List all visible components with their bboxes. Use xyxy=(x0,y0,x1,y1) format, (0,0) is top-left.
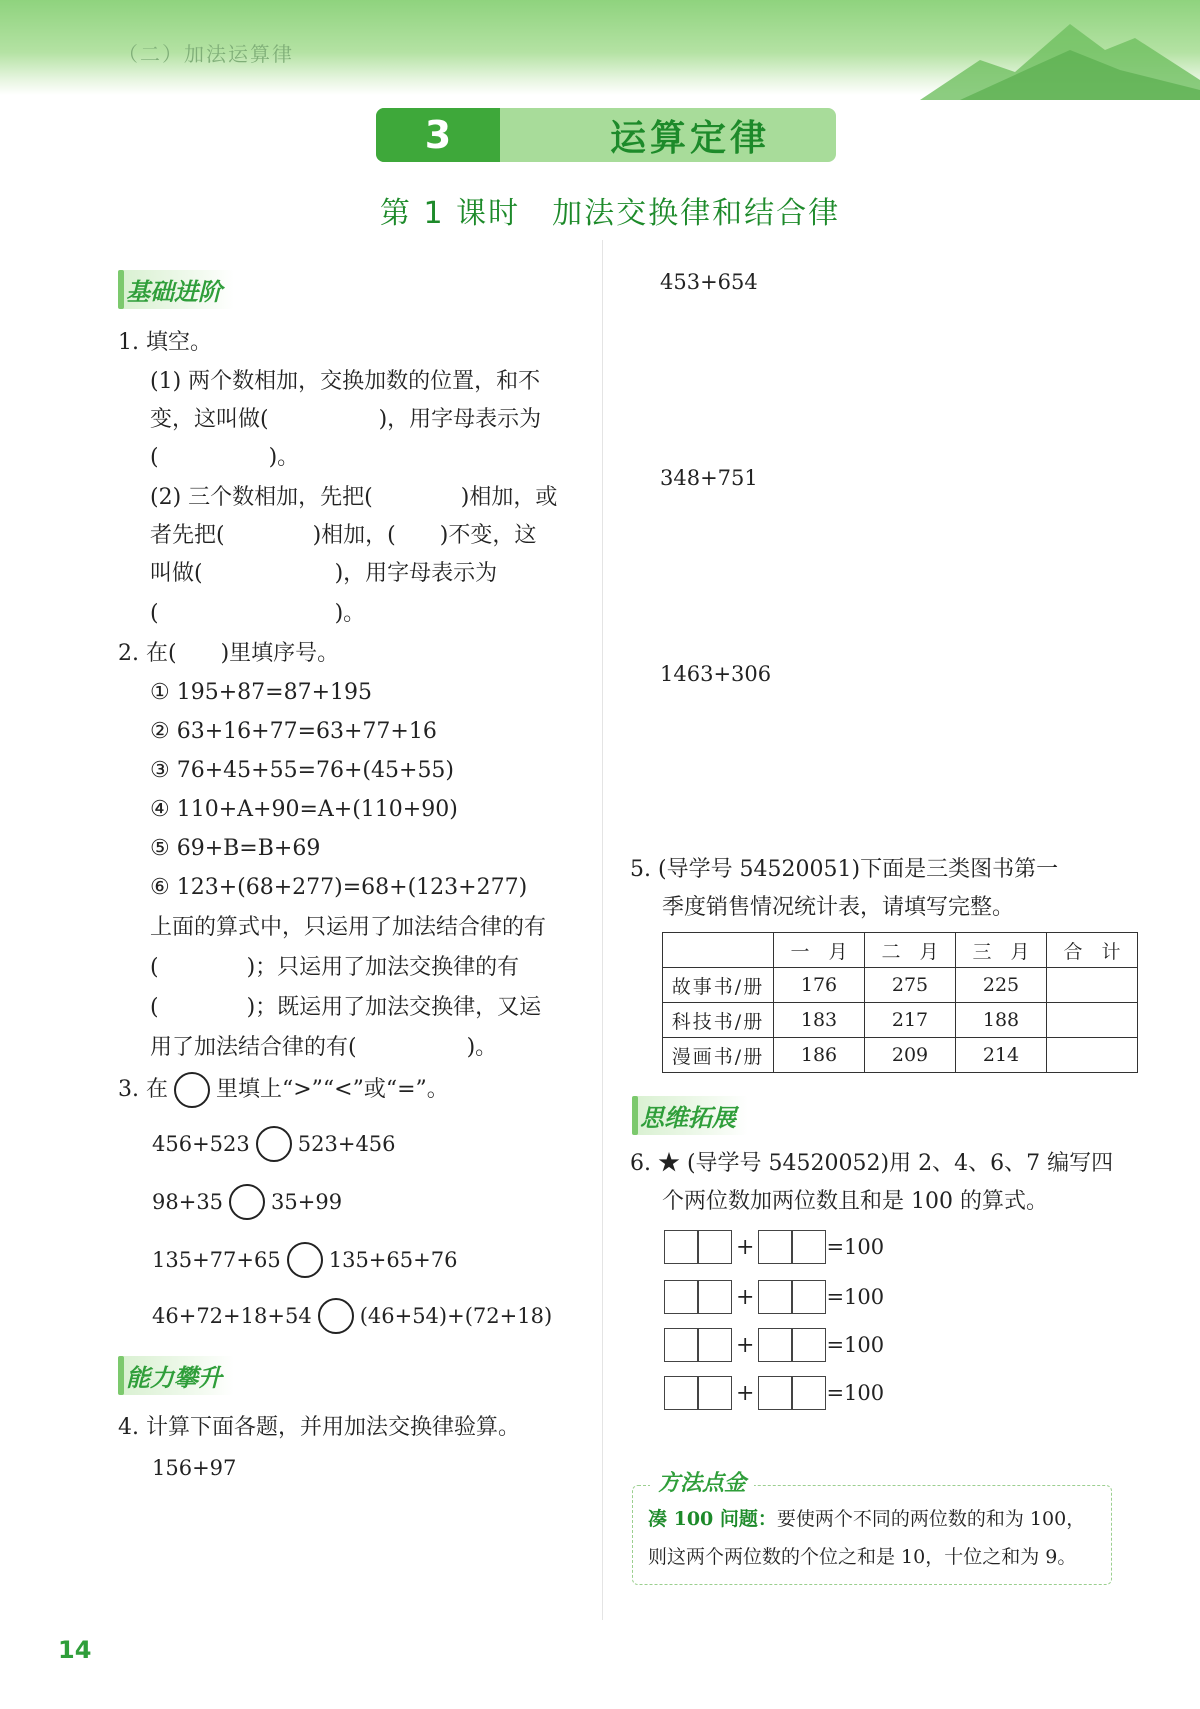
unit-number: 3 xyxy=(376,108,500,162)
q2-item: ③ 76+45+55=76+(45+55) xyxy=(150,758,455,783)
q1-line: 变，这叫做( )，用字母表示为 xyxy=(150,407,542,432)
equation-row xyxy=(664,1328,884,1362)
q2-tail: 上面的算式中，只运用了加法结合律的有 xyxy=(150,915,547,940)
total-cell[interactable] xyxy=(1047,968,1138,1003)
digit-box[interactable] xyxy=(698,1328,732,1362)
tip-line xyxy=(648,1500,1085,1538)
q4-expr: 348+751 xyxy=(660,466,758,490)
compare-row xyxy=(152,1184,342,1220)
circle-icon xyxy=(174,1072,210,1108)
table-cell: 209 xyxy=(865,1038,956,1073)
table-row xyxy=(663,968,1138,1003)
digit-box[interactable] xyxy=(758,1376,792,1410)
plus-sign: + xyxy=(736,1332,755,1358)
digit-box[interactable] xyxy=(758,1280,792,1314)
digit-box[interactable] xyxy=(792,1230,826,1264)
stats-table-wrapper xyxy=(662,932,1138,1073)
digit-box[interactable] xyxy=(664,1280,698,1314)
plus-sign: + xyxy=(736,1284,755,1310)
q1-line: ( )。 xyxy=(150,601,366,626)
answer-circle[interactable] xyxy=(229,1184,265,1220)
q1-line: (1) 两个数相加，交换加数的位置，和不 xyxy=(150,369,541,394)
digit-box[interactable] xyxy=(664,1328,698,1362)
table-cell: 故事书/册 xyxy=(663,968,774,1003)
q4-head: 4. 计算下面各题，并用加法交换律验算。 xyxy=(118,1415,520,1440)
section-ability: 能力攀升 xyxy=(118,1356,234,1395)
q3-head xyxy=(118,1072,449,1108)
mountain-decoration xyxy=(920,10,1200,100)
compare-row xyxy=(152,1242,457,1278)
q4-expr: 156+97 xyxy=(152,1456,237,1480)
compare-right: 35+99 xyxy=(271,1190,343,1214)
lesson-title: 第 1 课时 加法交换律和结合律 xyxy=(379,196,841,231)
q2-item: ⑤ 69+B=B+69 xyxy=(150,836,321,861)
q2-tail: ( )；既运用了加法交换律，又运 xyxy=(150,995,542,1020)
equals-100: =100 xyxy=(826,1381,885,1405)
table-cell: 188 xyxy=(956,1003,1047,1038)
equation-row xyxy=(664,1230,884,1264)
compare-left: 46+72+18+54 xyxy=(152,1304,312,1328)
digit-box[interactable] xyxy=(698,1376,732,1410)
tip-line: 则这两个两位数的个位之和是 10，十位之和为 9。 xyxy=(648,1546,1077,1568)
plus-sign: + xyxy=(736,1234,755,1260)
answer-circle[interactable] xyxy=(256,1126,292,1162)
q3-head-post: 里填上“>”“<”或“=”。 xyxy=(215,1077,449,1102)
table-row xyxy=(663,1038,1138,1073)
answer-circle[interactable] xyxy=(318,1298,354,1334)
table-cell: 科技书/册 xyxy=(663,1003,774,1038)
q5-line: 季度销售情况统计表，请填写完整。 xyxy=(662,895,1015,920)
q2-item: ④ 110+A+90=A+(110+90) xyxy=(150,797,458,822)
table-cell: 214 xyxy=(956,1038,1047,1073)
compare-right: (46+54)+(72+18) xyxy=(359,1304,553,1328)
table-header-cell: 二 月 xyxy=(865,933,956,968)
table-cell: 225 xyxy=(956,968,1047,1003)
q1-line: 叫做( )，用字母表示为 xyxy=(150,561,498,586)
digit-box[interactable] xyxy=(792,1328,826,1362)
digit-box[interactable] xyxy=(698,1230,732,1264)
plus-sign: + xyxy=(736,1380,755,1406)
tip-label: 方法点金 xyxy=(650,1466,754,1497)
table-header-cell xyxy=(663,933,774,968)
section-basic: 基础进阶 xyxy=(118,270,234,309)
table-cell: 217 xyxy=(865,1003,956,1038)
table-row xyxy=(663,1003,1138,1038)
section-thinking: 思维拓展 xyxy=(632,1096,748,1135)
stats-table xyxy=(662,932,1138,1073)
q1-line: 者先把( )相加，( )不变，这 xyxy=(150,523,537,548)
table-header-cell: 合 计 xyxy=(1047,933,1138,968)
table-cell: 176 xyxy=(774,968,865,1003)
equation-row xyxy=(664,1376,884,1410)
q6-line: 6. ★ (导学号 54520052)用 2、4、6、7 编写四 xyxy=(630,1151,1114,1176)
digit-box[interactable] xyxy=(758,1230,792,1264)
table-header-cell: 一 月 xyxy=(774,933,865,968)
column-divider xyxy=(602,240,603,1620)
table-cell: 186 xyxy=(774,1038,865,1073)
q2-tail: ( )；只运用了加法交换律的有 xyxy=(150,955,520,980)
q4-expr: 453+654 xyxy=(660,270,758,294)
digit-box[interactable] xyxy=(792,1280,826,1314)
compare-left: 135+77+65 xyxy=(152,1248,281,1272)
compare-left: 456+523 xyxy=(152,1132,250,1156)
q5-line: 5. (导学号 54520051)下面是三类图书第一 xyxy=(630,857,1059,882)
digit-box[interactable] xyxy=(664,1376,698,1410)
table-cell: 275 xyxy=(865,968,956,1003)
unit-title: 运算定律 xyxy=(609,117,770,159)
q4-expr: 1463+306 xyxy=(660,662,772,686)
table-header-cell: 三 月 xyxy=(956,933,1047,968)
digit-box[interactable] xyxy=(758,1328,792,1362)
table-cell: 漫画书/册 xyxy=(663,1038,774,1073)
q1-head: 1. 填空。 xyxy=(118,330,212,355)
compare-left: 98+35 xyxy=(152,1190,224,1214)
running-title: （二）加法运算律 xyxy=(118,42,294,66)
compare-row xyxy=(152,1298,552,1334)
answer-circle[interactable] xyxy=(287,1242,323,1278)
digit-box[interactable] xyxy=(664,1230,698,1264)
equation-row xyxy=(664,1280,884,1314)
table-cell: 183 xyxy=(774,1003,865,1038)
q2-tail: 用了加法结合律的有( )。 xyxy=(150,1035,498,1060)
q1-line: (2) 三个数相加，先把( )相加，或 xyxy=(150,485,558,510)
compare-row xyxy=(152,1126,396,1162)
tip-text: 要使两个不同的两位数的和为 100， xyxy=(776,1508,1086,1530)
q6-line: 个两位数加两位数且和是 100 的算式。 xyxy=(662,1189,1048,1214)
digit-box[interactable] xyxy=(792,1376,826,1410)
equals-100: =100 xyxy=(826,1285,885,1309)
q1-line: ( )。 xyxy=(150,445,300,470)
compare-right: 135+65+76 xyxy=(328,1248,458,1272)
q2-item: ① 195+87=87+195 xyxy=(150,680,372,705)
q3-head-pre: 3. 在 xyxy=(118,1077,168,1102)
equals-100: =100 xyxy=(826,1235,885,1259)
q2-item: ⑥ 123+(68+277)=68+(123+277) xyxy=(150,875,528,900)
page-number: 14 xyxy=(58,1636,92,1664)
tip-bold: 凑 100 问题： xyxy=(648,1508,777,1530)
table-header-row xyxy=(663,933,1138,968)
compare-right: 523+456 xyxy=(297,1132,396,1156)
total-cell[interactable] xyxy=(1047,1003,1138,1038)
equals-100: =100 xyxy=(826,1333,885,1357)
total-cell[interactable] xyxy=(1047,1038,1138,1073)
digit-box[interactable] xyxy=(698,1280,732,1314)
q2-head: 2. 在( )里填序号。 xyxy=(118,641,340,666)
q2-item: ② 63+16+77=63+77+16 xyxy=(150,719,437,744)
